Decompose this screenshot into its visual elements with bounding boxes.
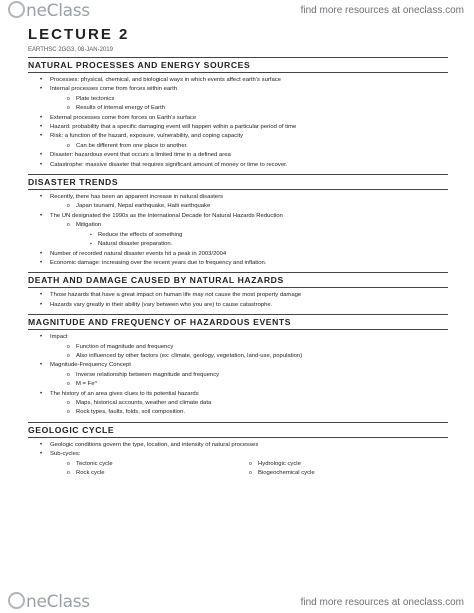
- list-item: • The history of an area gives clues to its potential hazards: [28, 390, 448, 399]
- course-date: EARTHSC 2GG3, 08-JAN-2019: [28, 47, 113, 53]
- bullet-list: [28, 76, 448, 170]
- list-item: • Catastrophe: massive disaster that requires significant amount of money or time to recover.: [28, 161, 448, 170]
- list-item: • Internal processes come from forces within earth: [28, 85, 448, 94]
- list-item: • Number of recorded natural disaster events hit a peak in 2003/2004: [28, 250, 448, 259]
- logo-o-icon: [8, 592, 25, 609]
- list-item: • Hazard: probability that a specific damaging event will happen within a particular period of time: [28, 123, 448, 132]
- list-item: • Risk: a function of the hazard, exposure, vulnerability, and coping capacity: [28, 132, 448, 141]
- section-magnitude-frequency: [28, 314, 448, 418]
- list-item: • Magnitude-Frequency Concept: [28, 361, 448, 370]
- sub-cycles-right: [238, 460, 448, 479]
- logo-o-icon: [8, 1, 25, 18]
- list-item: o Inverse relationship between magnitude and frequency: [28, 371, 448, 380]
- oneclass-logo[interactable]: [8, 1, 90, 21]
- section-geologic-cycle: [28, 422, 448, 479]
- list-item: o Maps, historical accounts, weather and climate data: [28, 399, 448, 408]
- section-heading: NATURAL PROCESSES AND ENERGY SOURCES: [28, 57, 448, 73]
- sub-cycles-columns: [28, 460, 448, 479]
- list-item: ▪ Natural disaster preparation.: [28, 240, 448, 249]
- list-item: • Disaster: hazardous event that occurs a limited time in a defined area: [28, 151, 448, 160]
- list-item: o Mitigation: [28, 221, 448, 230]
- list-item: • Recently, there has been an apparent increase in natural disasters: [28, 193, 448, 202]
- list-item: • Processes: physical, chemical, and biological ways in which events affect earth’s surface: [28, 76, 448, 85]
- list-item: • External processes come from forces on Earth’s surface: [28, 114, 448, 123]
- list-item: • Impact: [28, 333, 448, 342]
- section-heading: DISASTER TRENDS: [28, 174, 448, 190]
- header-bar: [0, 0, 474, 22]
- bullet-list: [28, 333, 448, 418]
- list-item: • Economic damage: increasing over the recent years due to frequency and inflation.: [28, 259, 448, 268]
- list-item: o Can be different from one place to another.: [28, 142, 448, 151]
- section-heading: DEATH AND DAMAGE CAUSED BY NATURAL HAZARDS: [28, 272, 448, 288]
- list-item: o Hydrologic cycle: [238, 460, 448, 469]
- find-resources-link[interactable]: find more resources at oneclass.com: [300, 597, 464, 608]
- logo-text: neClass: [26, 1, 90, 21]
- list-item: • Geologic conditions govern the type, location, and intensity of natural processes: [28, 441, 448, 450]
- list-item: ▪ Reduce the effects of something: [28, 231, 448, 240]
- list-item: • Sub-cycles:: [28, 450, 448, 459]
- list-item: o Japan tsunami, Nepal earthquake, Haiti earthquake: [28, 202, 448, 211]
- footer-bar: [0, 591, 474, 613]
- list-item: o M = Fe^: [28, 380, 448, 389]
- bullet-list: [28, 441, 448, 460]
- section-death-damage: [28, 272, 448, 310]
- list-item: • The UN designated the 1990s as the International Decade for Natural Hazards Reduction: [28, 212, 448, 221]
- logo-text: neClass: [26, 592, 90, 612]
- bullet-list: [28, 193, 448, 268]
- list-item: o Biogeochemical cycle: [238, 469, 448, 478]
- list-item: o Rock types, faults, folds, soil composition.: [28, 408, 448, 417]
- list-item: o Results of internal energy of Earth: [28, 104, 448, 113]
- list-item: • Hazards vary greatly in their ability (vary between who you are) to cause catastrophe.: [28, 301, 448, 310]
- document: [28, 26, 448, 478]
- list-item: • Those hazards that have a great impact on human life may not cause the most property damage: [28, 291, 448, 300]
- list-item: o Function of magnitude and frequency: [28, 343, 448, 352]
- section-natural-processes: [28, 57, 448, 170]
- section-disaster-trends: [28, 174, 448, 268]
- list-item: o Tectonic cycle: [28, 460, 238, 469]
- find-resources-link[interactable]: find more resources at oneclass.com: [300, 5, 464, 16]
- sub-cycles-left: [28, 460, 238, 479]
- section-heading: GEOLOGIC CYCLE: [28, 422, 448, 438]
- oneclass-logo[interactable]: [8, 592, 90, 612]
- list-item: o Rock cycle: [28, 469, 238, 478]
- lecture-title: LECTURE 2: [28, 26, 130, 43]
- list-item: o Also influenced by other factors (ex: climate, geology, vegetation, land-use, population): [28, 352, 448, 361]
- section-heading: MAGNITUDE AND FREQUENCY OF HAZARDOUS EVENTS: [28, 314, 448, 330]
- bullet-list: [28, 291, 448, 310]
- list-item: o Plate tectonics: [28, 95, 448, 104]
